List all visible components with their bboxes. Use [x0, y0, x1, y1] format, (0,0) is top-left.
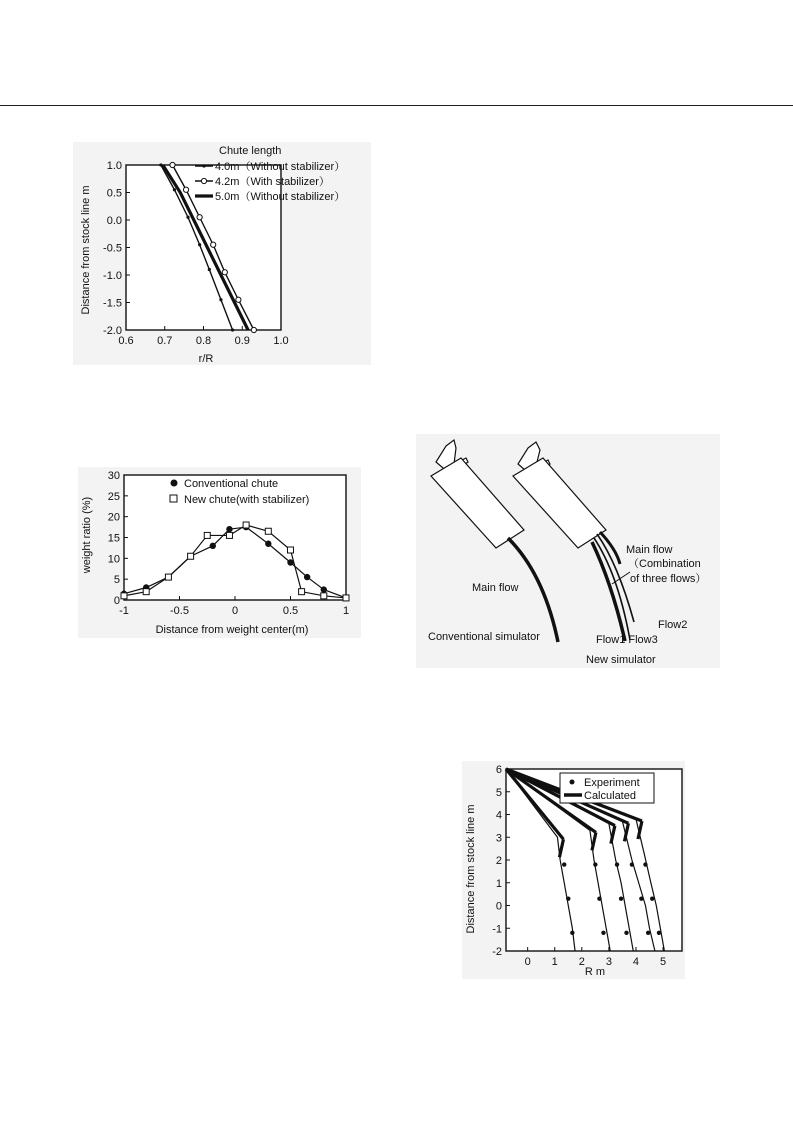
y-tick-label: 0.5: [106, 187, 122, 200]
experiment-point: [630, 862, 634, 866]
y-tick-label: 4: [495, 809, 502, 822]
data-point: [236, 297, 241, 302]
data-point: [198, 243, 201, 246]
x-tick-label: 2: [578, 956, 585, 968]
data-point: [321, 593, 327, 599]
data-point: [343, 595, 349, 601]
legend-label: Experiment: [584, 777, 640, 789]
plot-frame: [126, 165, 281, 330]
experiment-point: [639, 896, 643, 900]
y-tick-label: 0: [113, 595, 120, 607]
data-point: [321, 586, 327, 592]
x-axis-label: Distance from weight center(m): [155, 624, 309, 636]
x-tick-label: 0.8: [195, 335, 212, 347]
data-point: [219, 298, 222, 301]
radial-profile-svg: [73, 142, 371, 365]
y-tick-label: 5: [495, 786, 502, 799]
chart-radial-profile: [73, 142, 371, 365]
legend-marker: [201, 178, 206, 183]
y-tick-label: -1: [492, 923, 502, 936]
experiment-point: [646, 931, 650, 935]
y-tick-label: 20: [107, 511, 120, 524]
chart-burden-trajectory: [462, 761, 685, 979]
x-tick-label: 3: [605, 956, 612, 968]
data-point: [165, 574, 171, 580]
data-point: [170, 162, 175, 167]
x-axis-label: r/R: [198, 353, 214, 365]
y-axis-label: Distance from stock line m: [80, 185, 92, 315]
experiment-point: [624, 931, 628, 935]
data-point: [288, 547, 294, 553]
weight-ratio-svg: [78, 467, 361, 638]
x-tick-label: 0.6: [118, 335, 134, 347]
label-combination: （Combination: [628, 558, 701, 570]
experiment-point: [657, 931, 661, 935]
experiment-point: [566, 896, 570, 900]
legend-label: 4.2m（With stabilizer）: [215, 176, 330, 188]
data-point: [251, 327, 256, 332]
data-point: [265, 528, 271, 534]
x-tick-label: 5: [659, 956, 667, 968]
experiment-point: [593, 862, 597, 866]
y-tick-label: 15: [107, 532, 120, 545]
new-chute-drawing: [513, 442, 634, 641]
data-point: [204, 532, 210, 538]
x-tick-label: 1: [551, 956, 558, 968]
label-combination-2: of three flows）: [630, 573, 707, 585]
y-tick-label: -1.0: [103, 270, 122, 282]
y-tick-label: 0: [495, 900, 502, 913]
experiment-point: [619, 896, 623, 900]
y-tick-label: 1: [495, 877, 502, 890]
legend-title: Chute length: [219, 145, 282, 157]
legend-label: 5.0m（Without stabilizer）: [215, 191, 346, 203]
x-tick-label: 0.5: [282, 605, 299, 617]
legend-label: Conventional chute: [184, 478, 279, 490]
header-rule: [0, 105, 793, 106]
data-point: [208, 268, 211, 271]
experiment-point: [650, 896, 654, 900]
x-tick-label: 0.9: [234, 335, 250, 347]
label-new-simulator: New simulator: [586, 654, 656, 666]
label-flow2: Flow2: [658, 619, 688, 631]
y-tick-label: 25: [107, 490, 120, 503]
x-tick-label: -0.5: [170, 605, 189, 617]
legend-marker: [171, 480, 178, 487]
data-point: [210, 543, 216, 549]
y-tick-label: 0.0: [106, 215, 122, 227]
data-point: [143, 589, 149, 595]
y-tick-label: 10: [107, 553, 120, 566]
data-point: [304, 574, 310, 580]
data-point: [231, 328, 234, 331]
y-tick-label: 5: [113, 574, 120, 587]
data-point: [183, 187, 188, 192]
y-tick-label: -1.5: [103, 297, 122, 310]
x-tick-label: 1: [342, 605, 350, 617]
legend-label: New chute(with stabilizer): [184, 494, 310, 506]
legend-marker: [202, 164, 205, 167]
data-point: [173, 188, 176, 191]
experiment-point: [615, 862, 619, 866]
experiment-point: [601, 931, 605, 935]
data-point: [121, 593, 127, 599]
legend-marker-experiment: [570, 780, 575, 785]
y-tick-label: 30: [107, 470, 120, 482]
x-tick-label: 1.0: [273, 335, 289, 347]
y-tick-label: -2.0: [103, 325, 122, 337]
x-tick-label: -1: [119, 605, 129, 617]
y-tick-label: 6: [495, 764, 502, 776]
y-tick-label: -0.5: [103, 242, 122, 255]
label-main-flow-new: Main flow: [626, 544, 673, 556]
y-axis-label: Distance from stock line m: [465, 804, 477, 934]
data-point: [243, 522, 249, 528]
x-axis-label: R m: [584, 966, 606, 978]
chart-weight-ratio: [78, 467, 361, 638]
data-point: [186, 216, 189, 219]
data-point: [226, 526, 232, 532]
x-tick-label: 0: [524, 956, 531, 968]
label-conventional-simulator: Conventional simulator: [428, 631, 540, 643]
label-flow1-flow3: Flow1 Flow3: [596, 634, 658, 646]
data-point: [299, 589, 305, 595]
y-tick-label: -2: [492, 946, 502, 958]
data-point: [265, 541, 271, 547]
y-tick-label: 3: [495, 832, 502, 845]
burden-trajectory-svg: [462, 761, 685, 979]
legend-label: 4.0m（Without stabilizer）: [215, 161, 346, 173]
data-point: [226, 532, 232, 538]
experiment-point: [643, 862, 647, 866]
simulator-diagram-svg: [416, 434, 720, 668]
x-tick-label: 0: [231, 605, 239, 617]
y-tick-label: 1.0: [106, 160, 122, 172]
label-main-flow-conventional: Main flow: [472, 582, 519, 594]
data-point: [188, 553, 194, 559]
experiment-point: [597, 896, 601, 900]
y-axis-label: weight ratio (%): [81, 496, 93, 574]
y-tick-label: 2: [495, 855, 502, 867]
data-point: [211, 242, 216, 247]
experiment-point: [562, 862, 566, 866]
legend-label: Calculated: [584, 790, 636, 802]
x-tick-label: 0.7: [157, 335, 173, 347]
simulator-diagram: [416, 434, 720, 668]
data-point: [222, 270, 227, 275]
experiment-point: [570, 931, 574, 935]
data-point: [197, 215, 202, 220]
x-tick-label: 4: [632, 956, 640, 968]
legend-marker: [170, 495, 177, 502]
